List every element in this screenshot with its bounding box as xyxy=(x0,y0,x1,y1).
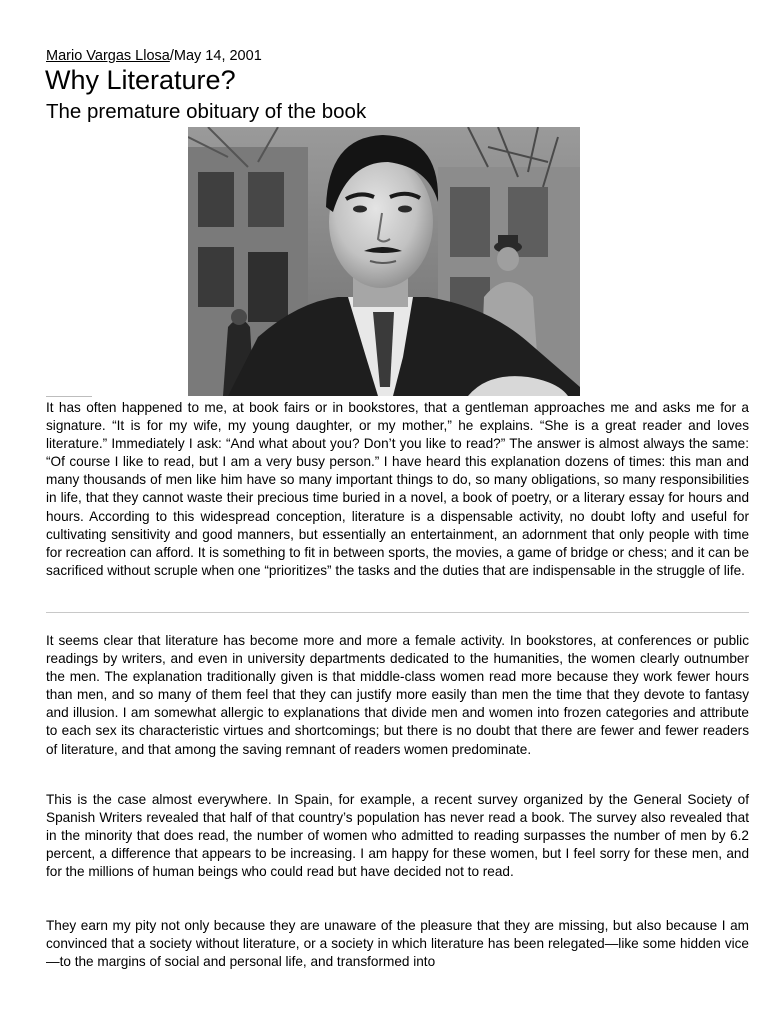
byline xyxy=(46,48,262,64)
caption-divider xyxy=(46,396,92,397)
author-link[interactable]: Mario Vargas Llosa xyxy=(46,48,170,64)
author-portrait-photo xyxy=(188,127,580,396)
publication-date: /May 14, 2001 xyxy=(169,48,262,64)
body-paragraph-2: It seems clear that literature has become more and more a female activity. In bookstores, at conferences or public readings by writers, and even in university departments dedicated to the humanities, the women clearly outnumber the men. The explanation traditionally given is that middle-class women read more because they work fewer hours than men, and so many of them feel that they can justify more easily than men the time that they devote to fantasy and illusion. I am somewhat allergic to explanations that divide men and women into frozen categories and attribute to each sex its characteristic virtues and shortcomings; but there is no doubt that there are fewer and fewer readers of literature, and that among the saving remnant of readers women predominate. xyxy=(46,633,749,757)
article-subtitle: The premature obituary of the book xyxy=(46,100,367,123)
article-title: Why Literature? xyxy=(45,65,236,95)
section-divider xyxy=(46,612,749,613)
body-paragraph-4: They earn my pity not only because they are unaware of the pleasure that they are missing, but also because I am convinced that a society without literature, or a society in which literature has been relegated—like some hidden vice—to the margins of social and personal life, and transformed into xyxy=(46,918,749,970)
body-paragraph-1: It has often happened to me, at book fairs or in bookstores, that a gentleman approaches me and asks me for a signature. “It is for my wife, my young daughter, or my mother,” he explains. “She is a great reader and loves literature.” Immediately I ask: “And what about you? Don’t you like to read?” The answer is almost always the same: “Of course I like to read, but I am a very busy person.” I have heard this explanation dozens of times: this man and many thousands of men like him have so many important things to do, so many obligations, so many responsibilities in life, that they cannot waste their precious time buried in a novel, a book of poetry, or a literary essay for hours and hours. According to this widespread conception, literature is a dispensable activity, no doubt lofty and useful for cultivating sensitivity and good manners, but essentially an entertainment, an adornment that only people with time for recreation can afford. It is something to fit in between sports, the movies, a game of bridge or chess; and it can be sacrificed without scruple when one “prioritizes” the tasks and the duties that are indispensable in the struggle of life. xyxy=(46,400,749,578)
portrait-illustration xyxy=(188,127,580,396)
body-paragraph-3: This is the case almost everywhere. In Spain, for example, a recent survey organized by the General Society of Spanish Writers revealed that half of that country’s population has never read a book. The survey also revealed that in the minority that does read, the number of women who admitted to reading surpasses the number of men by 6.2 percent, a difference that appears to be increasing. I am happy for these women, but I feel sorry for these men, and for the millions of human beings who could read but have decided not to read. xyxy=(46,792,749,880)
